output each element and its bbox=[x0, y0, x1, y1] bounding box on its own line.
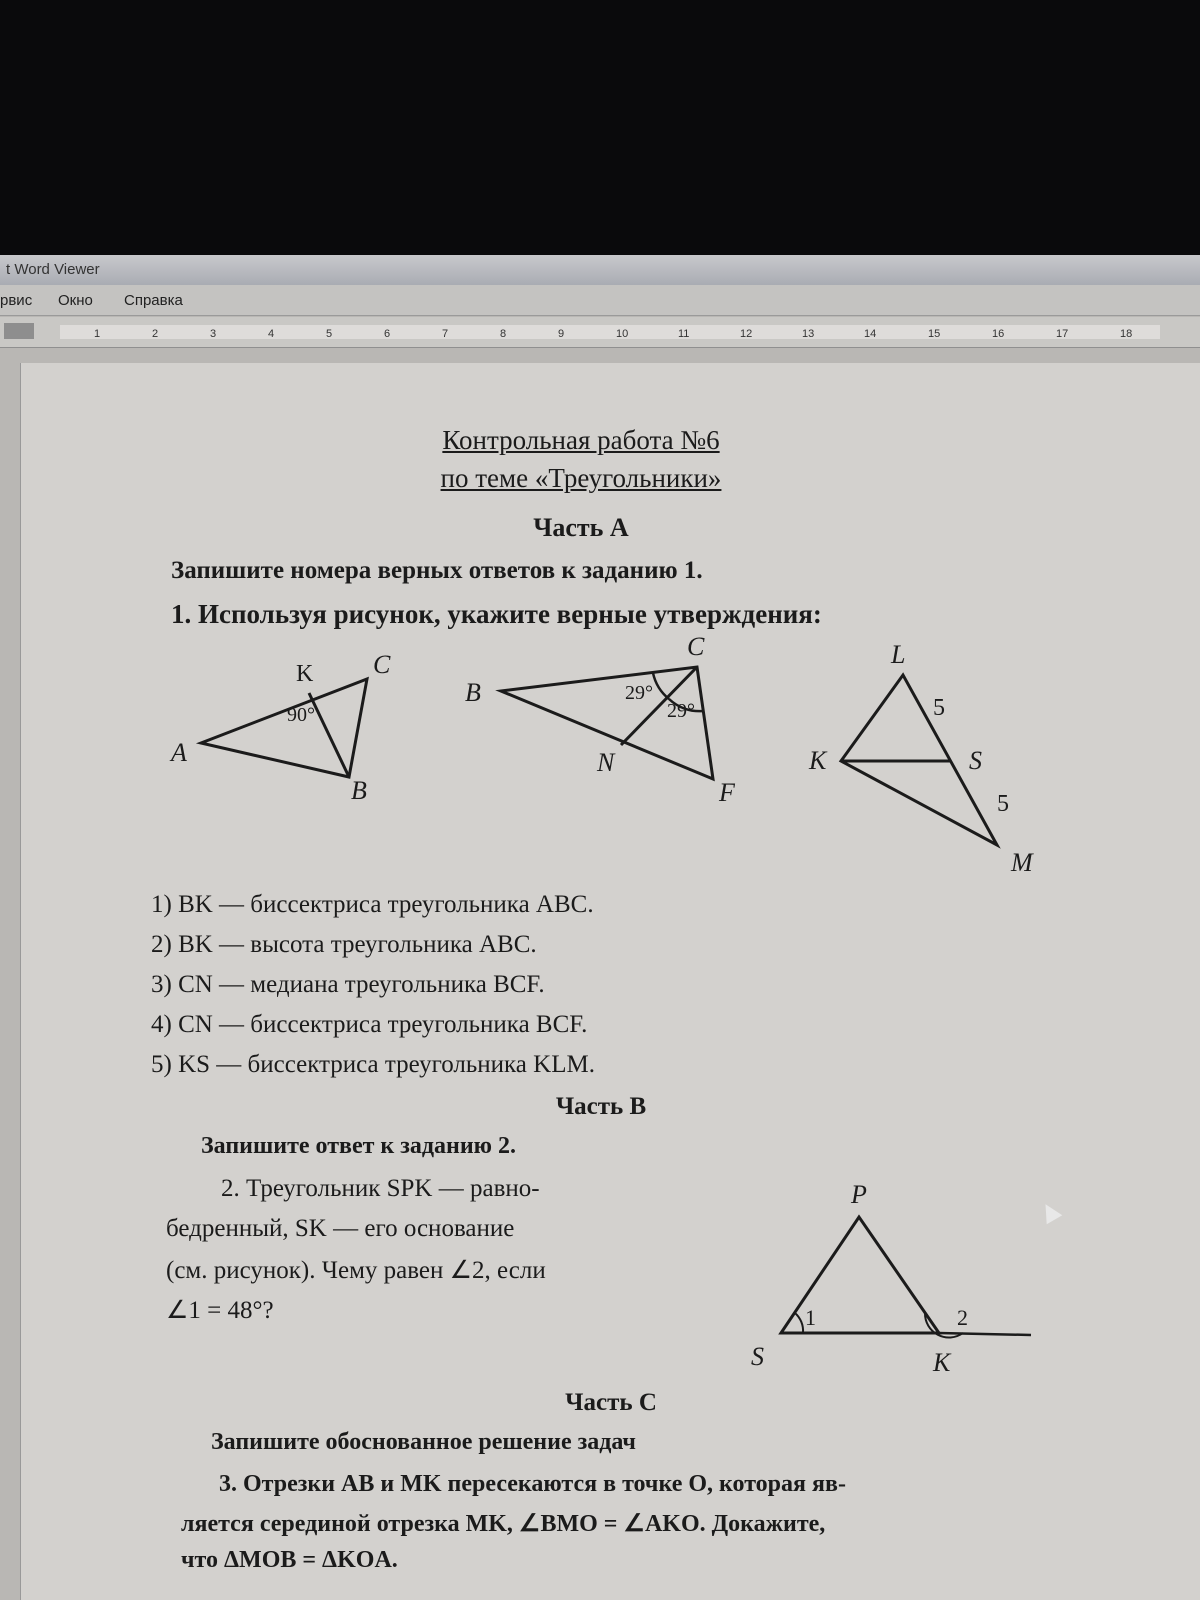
ruler-tick: 3 bbox=[210, 328, 217, 340]
label-p: P bbox=[851, 1180, 867, 1209]
label-angle-29-second: 29° bbox=[667, 700, 695, 722]
task3-line-3: что ΔMOB = ΔKOA. bbox=[181, 1547, 398, 1573]
label-c: C bbox=[373, 650, 391, 679]
task2-line-3: (см. рисунок). Чему равен ∠2, если bbox=[166, 1257, 546, 1284]
label-angle-29-first: 29° bbox=[625, 682, 653, 704]
task3-line-1: 3. Отрезки AB и MK пересекаются в точке O, которая яв- bbox=[219, 1471, 846, 1497]
label-k: K bbox=[296, 661, 314, 687]
part-a-heading: Часть А bbox=[533, 513, 629, 542]
menu-item-service[interactable]: рвис bbox=[0, 292, 33, 309]
task3-line-2: ляется серединой отрезка MK, ∠BMO = ∠AKO. Докажите, bbox=[181, 1511, 826, 1537]
label-k: K bbox=[809, 746, 827, 775]
label-angle-2: 2 bbox=[957, 1305, 968, 1330]
label-f: F bbox=[719, 778, 735, 807]
menu-item-help[interactable]: Справка bbox=[124, 292, 183, 309]
label-k: K bbox=[933, 1348, 951, 1377]
label-l: L bbox=[891, 640, 906, 669]
label-m: M bbox=[1011, 848, 1033, 877]
ruler-tick: 12 bbox=[740, 328, 753, 340]
task2-line-4: ∠1 = 48°? bbox=[166, 1297, 274, 1324]
ruler-tick: 5 bbox=[326, 328, 333, 340]
figure-triangle-bcf bbox=[461, 633, 741, 823]
figure-triangle-klm bbox=[801, 633, 1041, 883]
menu-bar bbox=[0, 285, 1200, 316]
ruler-tick: 14 bbox=[864, 328, 877, 340]
ruler-tick: 4 bbox=[268, 328, 275, 340]
monitor-screen bbox=[0, 255, 1200, 1600]
part-b-instruction: Запишите ответ к заданию 2. bbox=[201, 1133, 517, 1159]
part-c-heading: Часть С bbox=[565, 1389, 657, 1416]
ruler-tick: 2 bbox=[152, 328, 159, 340]
ruler-tick: 10 bbox=[616, 328, 629, 340]
ruler-tick: 11 bbox=[678, 328, 690, 340]
part-c-instruction: Запишите обоснованное решение задач bbox=[211, 1429, 636, 1455]
ruler-tick: 9 bbox=[558, 328, 565, 340]
label-a: A bbox=[171, 738, 187, 767]
part-b-heading: Часть В bbox=[555, 1093, 647, 1120]
label-n: N bbox=[597, 748, 615, 777]
label-length-ls: 5 bbox=[933, 695, 945, 721]
ruler-tick: 1 bbox=[94, 328, 101, 340]
option-5: 5) KS — биссектриса треугольника KLM. bbox=[151, 1051, 595, 1078]
option-4: 4) CN — биссектриса треугольника BCF. bbox=[151, 1011, 588, 1038]
ruler-tick: 7 bbox=[442, 328, 449, 340]
figure-triangle-spk bbox=[741, 1173, 1041, 1383]
window-title: t Word Viewer bbox=[6, 261, 100, 278]
document-page[interactable] bbox=[20, 363, 1200, 1600]
option-1: 1) BK — биссектриса треугольника ABC. bbox=[151, 891, 594, 918]
ruler-tick: 18 bbox=[1120, 328, 1133, 340]
label-length-sm: 5 bbox=[997, 791, 1009, 817]
part-a-instruction: Запишите номера верных ответов к заданию 1. bbox=[171, 557, 703, 584]
mouse-cursor bbox=[1038, 1200, 1063, 1225]
doc-title: Контрольная работа №6 bbox=[442, 425, 720, 455]
task2-line-2: бедренный, SK — его основание bbox=[166, 1215, 515, 1242]
ruler-tick: 8 bbox=[500, 328, 507, 340]
title-bar bbox=[0, 255, 1200, 285]
ruler-tick: 15 bbox=[928, 328, 941, 340]
label-s: S bbox=[969, 746, 982, 775]
tab-stop-selector[interactable] bbox=[4, 323, 34, 339]
task1-text: 1. Используя рисунок, укажите верные утверждения: bbox=[171, 599, 822, 629]
horizontal-ruler[interactable] bbox=[0, 317, 1200, 348]
label-s: S bbox=[751, 1342, 764, 1371]
option-2: 2) BK — высота треугольника ABC. bbox=[151, 931, 537, 958]
figure-triangle-abc bbox=[161, 633, 401, 803]
label-c: C bbox=[687, 632, 705, 661]
ruler-tick: 16 bbox=[992, 328, 1005, 340]
option-3: 3) CN — медиана треугольника BCF. bbox=[151, 971, 545, 998]
doc-subtitle: по теме «Треугольники» bbox=[440, 463, 722, 493]
task2-line-1: 2. Треугольник SPK — равно- bbox=[221, 1175, 540, 1202]
label-angle-1: 1 bbox=[805, 1305, 816, 1330]
label-angle-90: 90° bbox=[287, 704, 315, 726]
ruler-tick: 6 bbox=[384, 328, 391, 340]
ruler-tick: 17 bbox=[1056, 328, 1069, 340]
label-b: B bbox=[465, 678, 481, 707]
label-b: B bbox=[351, 776, 367, 805]
ruler-tick: 13 bbox=[802, 328, 815, 340]
menu-item-window[interactable]: Окно bbox=[58, 292, 93, 309]
